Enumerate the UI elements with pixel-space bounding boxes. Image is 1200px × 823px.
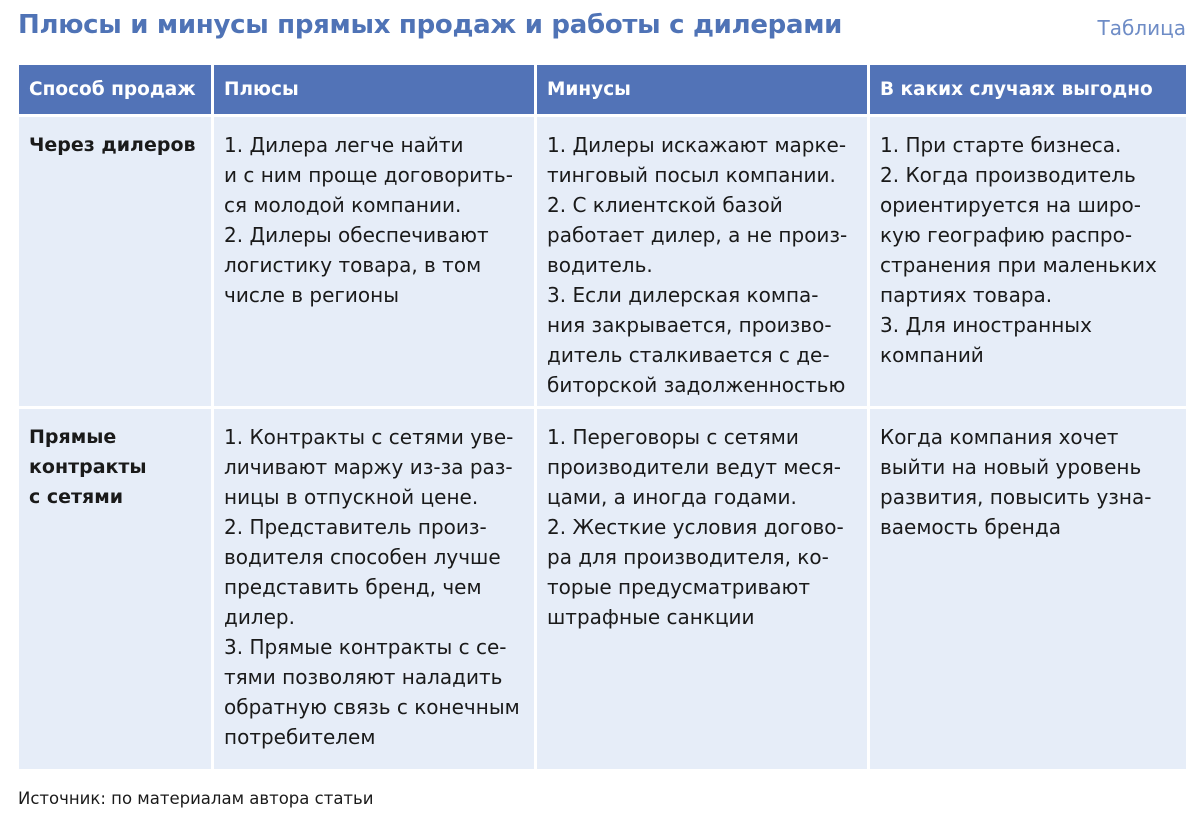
column-header-cons: Минусы — [537, 65, 867, 114]
cell-line: Прямые — [29, 426, 117, 448]
cell-line: ницы в отпускной цене. — [224, 485, 479, 509]
cell-method — [19, 117, 211, 406]
cell-line: штрафные санкции — [547, 605, 755, 629]
cell-when — [870, 117, 1186, 406]
cell-line: ния закрывается, произво- — [547, 313, 832, 337]
cell-line: производители ведут меся- — [547, 455, 841, 479]
cell-line: 3. Для иностранных — [880, 313, 1092, 337]
cell-line: 3. Прямые контракты с се- — [224, 635, 507, 659]
cell-line: дилер. — [224, 605, 295, 629]
cell-line: выйти на новый уровень — [880, 455, 1142, 479]
cell-line: ориентируется на широ- — [880, 193, 1141, 217]
cell-line: дитель сталкивается с де- — [547, 343, 830, 367]
column-header-method: Способ продаж — [19, 65, 211, 114]
cell-pros — [214, 117, 534, 406]
cell-line: 2. Когда производитель — [880, 163, 1136, 187]
table-row-direct-contracts — [19, 409, 1186, 769]
cell-line: кую географию распро- — [880, 223, 1133, 247]
cell-line: работает дилер, а не произ- — [547, 223, 848, 247]
header — [18, 10, 1186, 54]
source-note: Источник: по материалам автора статьи — [18, 789, 374, 808]
cell-line: с сетями — [29, 486, 124, 508]
cell-line: логистику товара, в том — [224, 253, 482, 277]
cell-line: представить бренд, чем — [224, 575, 482, 599]
cell-line: водитель. — [547, 253, 653, 277]
cell-line: 2. Дилеры обеспечивают — [224, 223, 489, 247]
cell-pros — [214, 409, 534, 769]
cell-line: развития, повысить узна- — [880, 485, 1152, 509]
cell-line: водителя способен лучше — [224, 545, 501, 569]
cell-when — [870, 409, 1186, 769]
cell-line: Когда компания хочет — [880, 425, 1119, 449]
cell-line: биторской задолженностью — [547, 373, 846, 397]
cell-line: 1. При старте бизнеса. — [880, 133, 1122, 157]
cell-line: ваемость бренда — [880, 515, 1061, 539]
cell-line: числе в регионы — [224, 283, 400, 307]
cell-line: Через дилеров — [29, 134, 196, 156]
cell-line: 1. Переговоры с сетями — [547, 425, 799, 449]
table-row-dealers — [19, 117, 1186, 406]
cell-line: тями позволяют наладить — [224, 665, 503, 689]
cell-line: цами, а иногда годами. — [547, 485, 797, 509]
cell-line: ся молодой компании. — [224, 193, 462, 217]
cell-line: 2. Представитель произ- — [224, 515, 487, 539]
cell-line: странения при маленьких — [880, 253, 1157, 277]
cell-line: партиях товара. — [880, 283, 1053, 307]
comparison-table — [16, 62, 1189, 772]
cell-line: тинговый посыл компании. — [547, 163, 836, 187]
cell-line: личивают маржу из-за раз- — [224, 455, 513, 479]
table-tag: Таблица — [1097, 16, 1186, 40]
cell-line: контракты — [29, 456, 147, 478]
cell-cons — [537, 409, 867, 769]
column-header-pros: Плюсы — [214, 65, 534, 114]
table-header-row — [19, 65, 1186, 114]
cell-line: компаний — [880, 343, 984, 367]
column-header-when: В каких случаях выгодно — [870, 65, 1186, 114]
cell-line: обратную связь с конечным — [224, 695, 520, 719]
page-title: Плюсы и минусы прямых продаж и работы с дилерами — [18, 10, 843, 40]
cell-cons — [537, 117, 867, 406]
cell-line: торые предусматривают — [547, 575, 810, 599]
cell-line: 3. Если дилерская компа- — [547, 283, 819, 307]
cell-line: ра для производителя, ко- — [547, 545, 829, 569]
cell-line: и с ним проще договорить- — [224, 163, 513, 187]
cell-line: 1. Контракты с сетями уве- — [224, 425, 514, 449]
cell-line: потребителем — [224, 725, 376, 749]
cell-method — [19, 409, 211, 769]
cell-line: 2. С клиентской базой — [547, 193, 783, 217]
cell-line: 1. Дилеры искажают марке- — [547, 133, 847, 157]
cell-line: 2. Жесткие условия догово- — [547, 515, 844, 539]
cell-line: 1. Дилера легче найти — [224, 133, 464, 157]
